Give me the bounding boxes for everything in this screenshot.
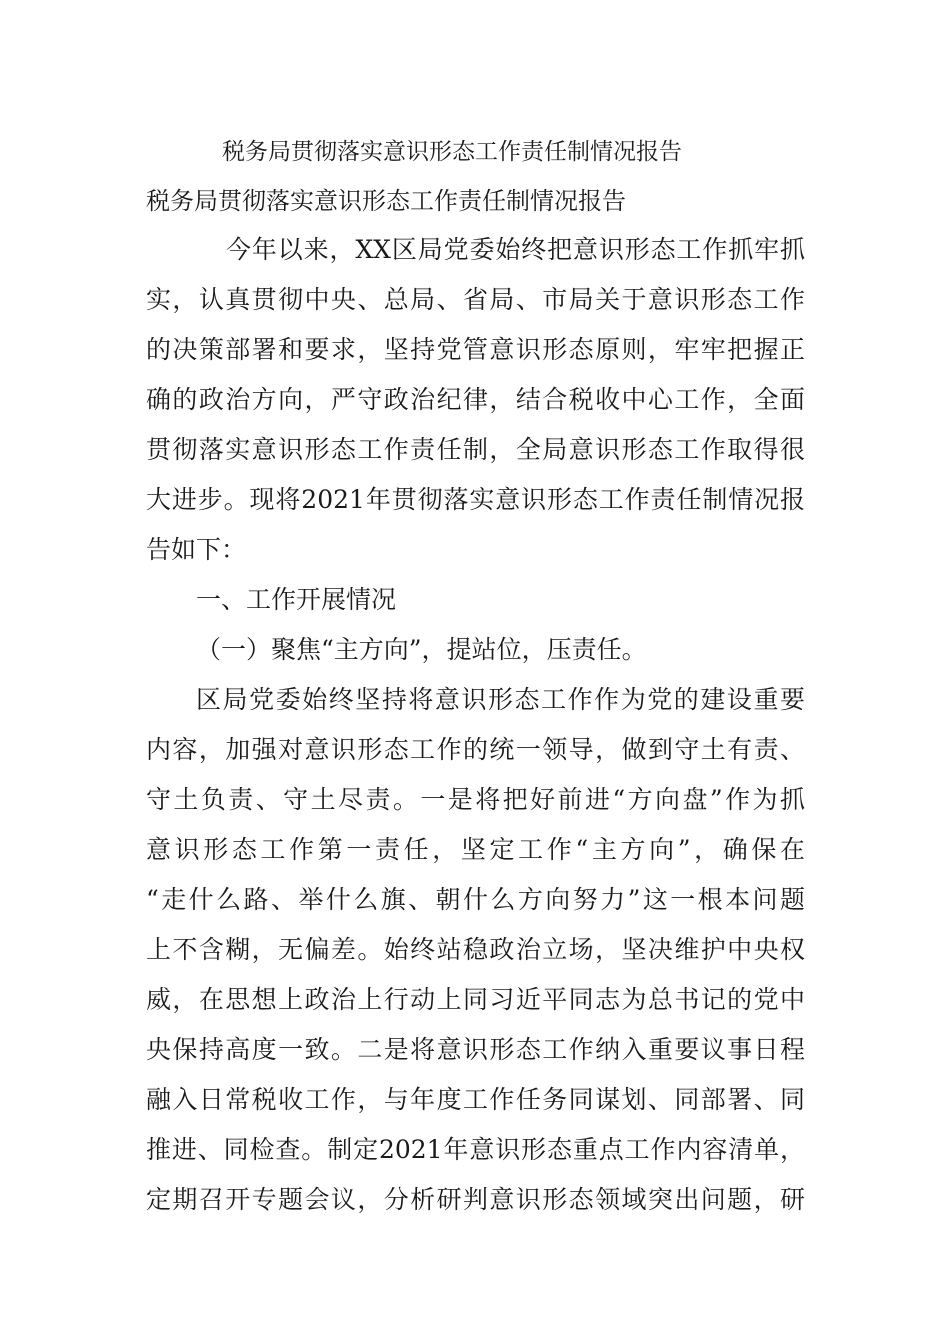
body-line: 今年以来，XX区局党委始终把意识形态工作抓牢抓: [226, 235, 805, 264]
body-line: 意识形态工作第一责任，坚定工作“主方向”，确保在: [146, 835, 805, 864]
body-line: 告如下：: [146, 535, 247, 564]
body-line: 融入日常税收工作，与年度工作任务同谋划、同部署、同: [146, 1085, 805, 1114]
body-line: 定期召开专题会议，分析研判意识形态领域突出问题，研: [146, 1185, 805, 1214]
body-line: 实，认真贯彻中央、总局、省局、市局关于意识形态工作: [146, 285, 805, 314]
body-line: 的决策部署和要求，坚持党管意识形态原则，牢牢把握正: [146, 335, 805, 364]
body-line: 威，在思想上政治上行动上同习近平同志为总书记的党中: [146, 985, 805, 1014]
body-line: 内容，加强对意识形态工作的统一领导，做到守土有责、: [146, 735, 805, 764]
body-line: 推进、同检查。制定2021年意识形态重点工作内容清单，: [146, 1135, 805, 1164]
body-line: 守土负责、守土尽责。一是将把好前进“方向盘”作为抓: [146, 785, 805, 814]
body-line: 贯彻落实意识形态工作责任制，全局意识形态工作取得很: [146, 435, 805, 464]
document-subtitle: 税务局贯彻落实意识形态工作责任制情况报告: [146, 187, 626, 215]
body-line: 央保持高度一致。二是将意识形态工作纳入重要议事日程: [146, 1035, 805, 1064]
section-heading: 一、工作开展情况: [196, 585, 397, 614]
body-line: 区局党委始终坚持将意识形态工作作为党的建设重要: [196, 685, 805, 714]
body-line: 确的政治方向，严守政治纪律，结合税收中心工作，全面: [146, 385, 805, 414]
document-title: 税务局贯彻落实意识形态工作责任制情况报告: [222, 139, 682, 165]
body-line: 大进步。现将2021年贯彻落实意识形态工作责任制情况报: [146, 485, 805, 514]
body-line: “走什么路、举什么旗、朝什么方向努力”这一根本问题: [146, 885, 805, 914]
body-line: 上不含糊，无偏差。始终站稳政治立场，坚决维护中央权: [146, 935, 805, 964]
subsection-heading: （一）聚焦“主方向”，提站位，压责任。: [196, 635, 647, 664]
